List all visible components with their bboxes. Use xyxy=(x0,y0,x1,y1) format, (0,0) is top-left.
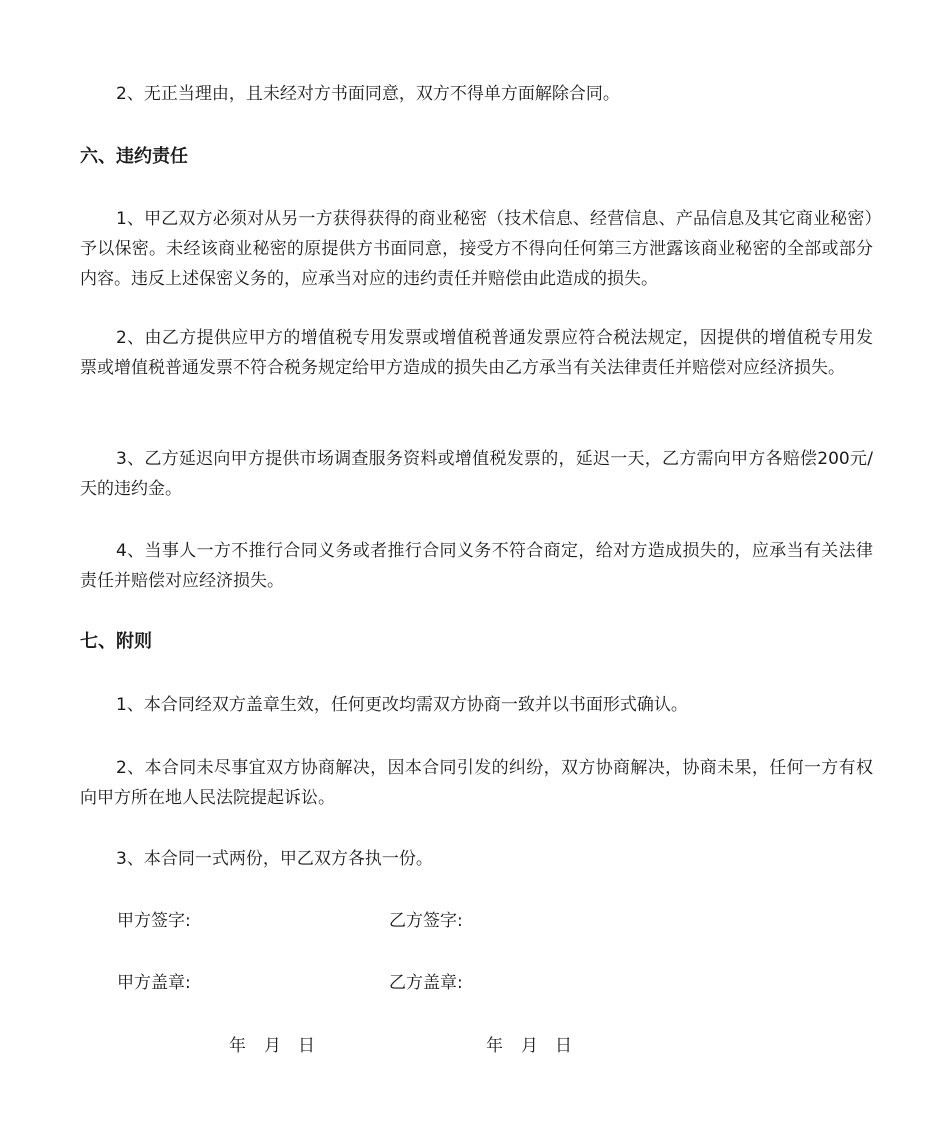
clause-7-item-2: 2、本合同未尽事宜双方协商解决，因本合同引发的纠纷，双方协商解决，协商未果，任何一方有权向甲方所在地人民法院提起诉讼。 xyxy=(80,758,873,808)
section-7-heading: 七、附则 xyxy=(80,631,152,652)
party-b-date-day: 日 xyxy=(555,1036,572,1056)
party-a-date-month: 月 xyxy=(264,1036,281,1056)
clause-7-item-1: 1、本合同经双方盖章生效，任何更改均需双方协商一致并以书面形式确认。 xyxy=(116,695,688,715)
party-a-signature-label: 甲方签字: xyxy=(117,911,191,931)
party-a-date-year: 年 xyxy=(229,1036,246,1056)
clause-6-item-1: 1、甲乙双方必须对从另一方获得获得的商业秘密（技术信息、经营信息、产品信息及其它商业秘密）予以保密。未经该商业秘密的原提供方书面同意，接受方不得向任何第三方泄露该商业秘密的全部或部分内容。违反上述保密义务的，应承当对应的违约责任并赔偿由此造成的损失。 xyxy=(80,209,873,289)
party-a-date-day: 日 xyxy=(298,1036,315,1056)
clause-6-item-4: 4、当事人一方不推行合同义务或者推行合同义务不符合商定，给对方造成损失的，应承当有关法律责任并赔偿对应经济损失。 xyxy=(80,541,873,591)
clause-6-item-2: 2、由乙方提供应甲方的增值税专用发票或增值税普通发票应符合税法规定，因提供的增值税专用发票或增值税普通发票不符合税务规定给甲方造成的损失由乙方承当有关法律责任并赔偿对应经济损失。 xyxy=(80,328,873,378)
party-b-seal-label: 乙方盖章: xyxy=(389,973,463,993)
clause-5-item-2: 2、无正当理由，且未经对方书面同意，双方不得单方面解除合同。 xyxy=(116,84,620,104)
section-6-heading: 六、违约责任 xyxy=(80,146,188,167)
party-b-signature-label: 乙方签字: xyxy=(389,911,463,931)
party-b-date-year: 年 xyxy=(486,1036,503,1056)
party-a-seal-label: 甲方盖章: xyxy=(117,973,191,993)
clause-7-item-3: 3、本合同一式两份，甲乙双方各执一份。 xyxy=(116,849,433,869)
clause-6-item-3: 3、乙方延迟向甲方提供市场调查服务资料或增值税发票的，延迟一天，乙方需向甲方各赔偿200元/天的违约金。 xyxy=(80,449,873,499)
party-b-date-month: 月 xyxy=(521,1036,538,1056)
